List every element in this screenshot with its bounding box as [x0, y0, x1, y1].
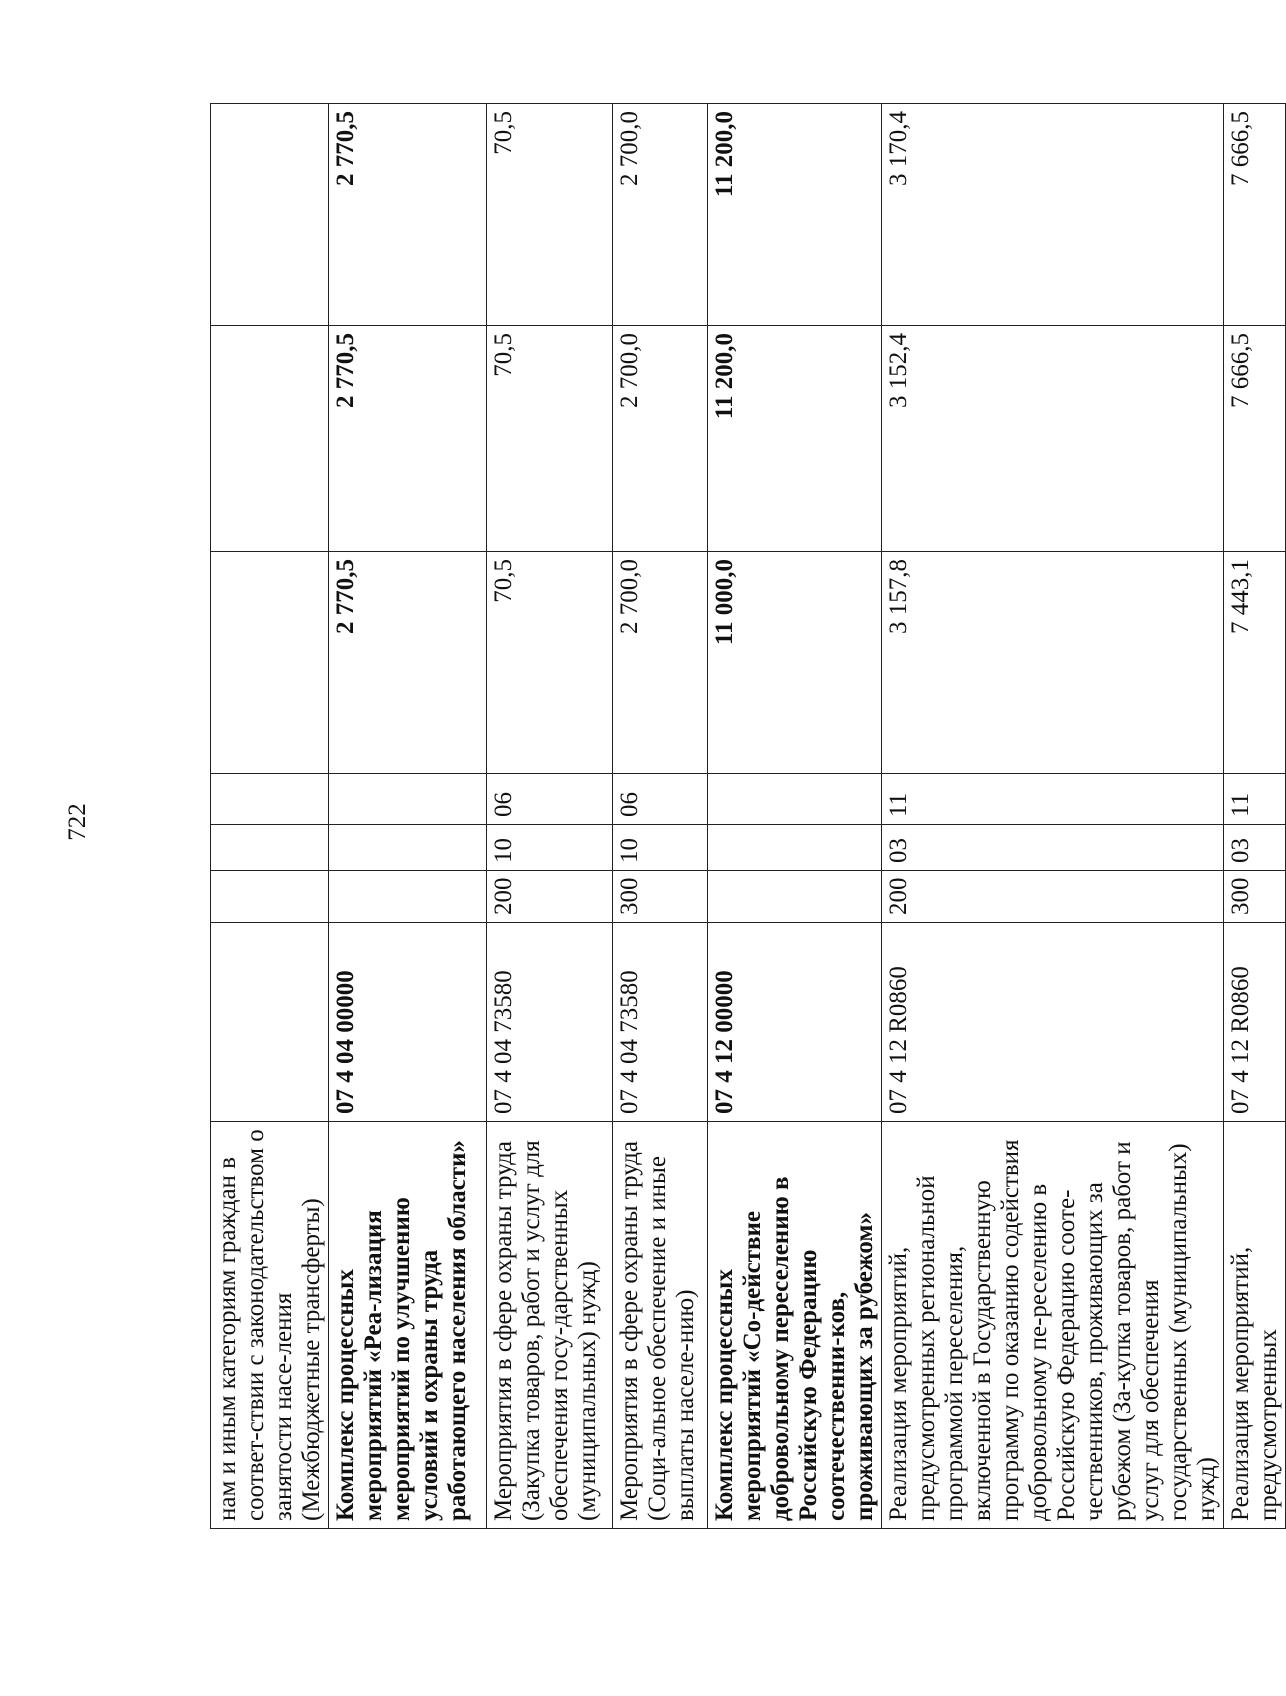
amount-year-1-cell: 7 443,1	[1224, 552, 1286, 774]
target-article-code-cell	[211, 923, 329, 1122]
table-row	[487, 104, 613, 1529]
row-name-cell: Мероприятия в сфере охраны труда (Закупка товаров, работ и услуг для обеспечения госу-дарственных (муниципальных) нужд)	[487, 1122, 613, 1529]
amount-year-3-cell: 2 700,0	[613, 104, 708, 326]
row-name-cell: нам и иным категориям граждан в соответ-ствии с законодательством о занятости насе-ления (Межбюджетные трансферты)	[211, 1122, 329, 1529]
amount-year-3-cell	[211, 104, 329, 326]
amount-year-2-cell: 3 152,4	[882, 326, 1224, 552]
row-name-cell: Комплекс процессных мероприятий «Реа-лизация мероприятий по улучшению условий и охраны труда работающего населения области»	[329, 1122, 487, 1529]
amount-year-2-cell: 7 666,5	[1224, 326, 1286, 552]
amount-year-2-cell	[211, 326, 329, 552]
section-cell: 03	[1224, 825, 1286, 871]
target-article-code-cell: 07 4 12 00000	[708, 923, 882, 1122]
section-cell: 10	[487, 825, 613, 871]
expense-type-cell	[211, 871, 329, 923]
amount-year-3-cell: 2 770,5	[329, 104, 487, 326]
amount-year-1-cell: 2 770,5	[329, 552, 487, 774]
table-row	[613, 104, 708, 1529]
subsection-cell	[708, 774, 882, 825]
table-body	[211, 104, 1286, 1529]
subsection-cell	[211, 774, 329, 825]
budget-table	[210, 103, 1286, 1529]
target-article-code-cell: 07 4 04 73580	[613, 923, 708, 1122]
section-cell: 10	[613, 825, 708, 871]
row-name-cell: Мероприятия в сфере охраны труда (Соци-альное обеспечение и иные выплаты населе-нию)	[613, 1122, 708, 1529]
amount-year-2-cell: 11 200,0	[708, 326, 882, 552]
expense-type-cell	[708, 871, 882, 923]
amount-year-2-cell: 70,5	[487, 326, 613, 552]
target-article-code-cell: 07 4 04 73580	[487, 923, 613, 1122]
target-article-code-cell: 07 4 04 00000	[329, 923, 487, 1122]
amount-year-1-cell: 3 157,8	[882, 552, 1224, 774]
amount-year-3-cell: 3 170,4	[882, 104, 1224, 326]
row-name-cell: Реализация мероприятий, предусмотренных региональной программой переселения, включенной в Государственную программу по оказанию содействия добровольному пе-реселению в Российскую Федерацию сооте-чественников, проживающих за рубежом (За-купка товаров, работ и услуг для обеспечения государственных (муниципальных) нужд)	[882, 1122, 1224, 1529]
amount-year-1-cell: 11 000,0	[708, 552, 882, 774]
amount-year-3-cell: 7 666,5	[1224, 104, 1286, 326]
target-article-code-cell: 07 4 12 R0860	[1224, 923, 1286, 1122]
amount-year-1-cell: 2 700,0	[613, 552, 708, 774]
table-row	[211, 104, 329, 1529]
amount-year-3-cell: 11 200,0	[708, 104, 882, 326]
page-number: 722	[64, 803, 91, 841]
expense-type-cell: 200	[487, 871, 613, 923]
subsection-cell	[329, 774, 487, 825]
target-article-code-cell: 07 4 12 R0860	[882, 923, 1224, 1122]
subsection-cell: 11	[1224, 774, 1286, 825]
table-row	[882, 104, 1224, 1529]
expense-type-cell: 300	[1224, 871, 1286, 923]
table-row	[1224, 104, 1286, 1529]
table-row	[708, 104, 882, 1529]
row-name-cell: Комплекс процессных мероприятий «Со-действие добровольному переселению в Российскую Федерацию соотечественни-ков, проживающих за рубежом»	[708, 1122, 882, 1529]
subsection-cell: 06	[487, 774, 613, 825]
amount-year-1-cell	[211, 552, 329, 774]
amount-year-2-cell: 2 700,0	[613, 326, 708, 552]
amount-year-1-cell: 70,5	[487, 552, 613, 774]
expense-type-cell	[329, 871, 487, 923]
expense-type-cell: 300	[613, 871, 708, 923]
section-cell	[211, 825, 329, 871]
section-cell: 03	[882, 825, 1224, 871]
table-row	[329, 104, 487, 1529]
expense-type-cell: 200	[882, 871, 1224, 923]
amount-year-2-cell: 2 770,5	[329, 326, 487, 552]
section-cell	[329, 825, 487, 871]
subsection-cell: 11	[882, 774, 1224, 825]
amount-year-3-cell: 70,5	[487, 104, 613, 326]
section-cell	[708, 825, 882, 871]
rotated-table-sheet	[210, 104, 1282, 1529]
row-name-cell: Реализация мероприятий, предусмотренных	[1224, 1122, 1286, 1529]
subsection-cell: 06	[613, 774, 708, 825]
